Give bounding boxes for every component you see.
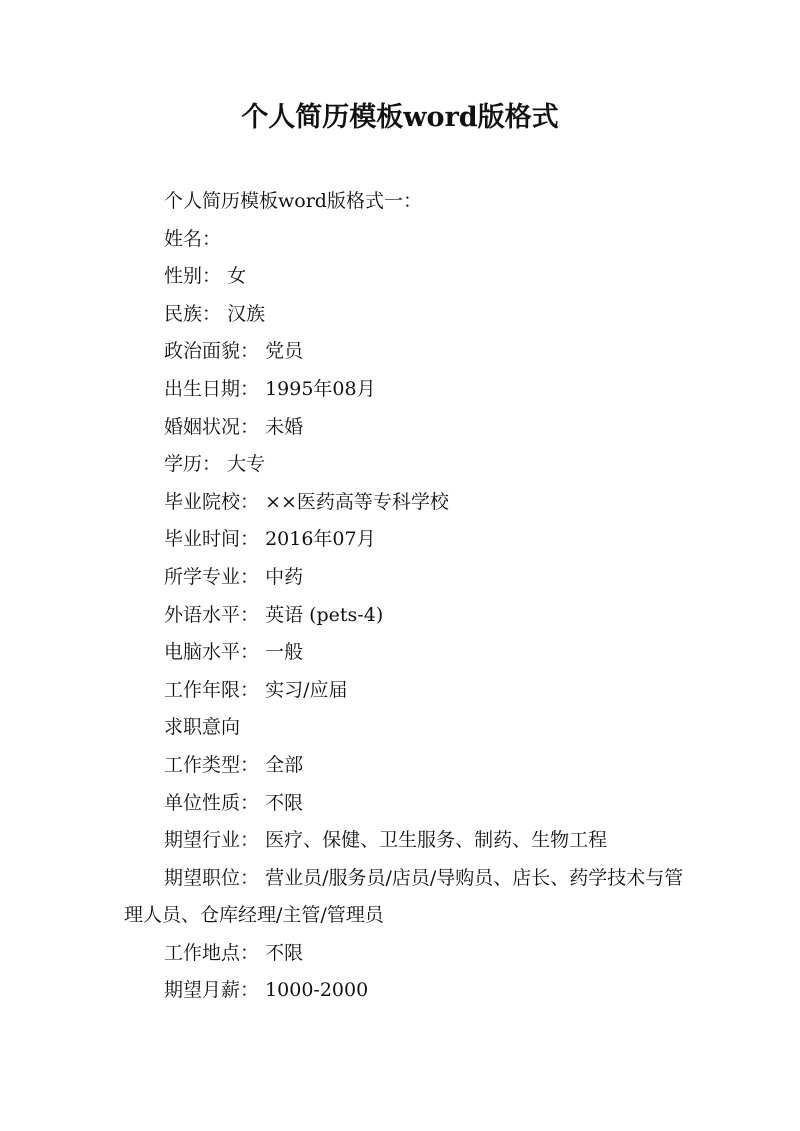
- field-value: 女: [227, 265, 247, 288]
- field-label: 出生日期：: [164, 377, 260, 400]
- field-value: 汉族: [227, 302, 266, 325]
- field-value: 党员: [265, 340, 304, 363]
- field-label: 学历：: [164, 453, 222, 476]
- field-label: 工作地点：: [164, 941, 260, 964]
- field-value: 1995年08月: [265, 377, 376, 400]
- field-value: 营业员/服务员/店员/导购员、店长、药学技术与管理人员、仓库经理/主管/管理员: [124, 866, 684, 927]
- field-value: ××医药高等专科学校: [265, 490, 449, 513]
- field-value: 医疗、保健、卫生服务、制药、生物工程: [265, 829, 608, 852]
- field-label: 毕业时间：: [164, 528, 260, 551]
- field-political-status: [124, 333, 684, 371]
- field-value: 中药: [265, 565, 304, 588]
- field-label: 所学专业：: [164, 565, 260, 588]
- field-education: [124, 446, 684, 484]
- field-label: 电脑水平：: [164, 641, 260, 664]
- field-value: 一般: [265, 641, 304, 664]
- field-label: 毕业院校：: [164, 490, 260, 513]
- field-birth-date: [124, 371, 684, 409]
- field-school: [124, 484, 684, 522]
- field-marital-status: [124, 409, 684, 447]
- field-desired-salary: [124, 972, 684, 1010]
- field-desired-position: [124, 860, 684, 935]
- field-label: 性别：: [164, 265, 222, 288]
- field-label: 婚姻状况：: [164, 415, 260, 438]
- field-value: 1000-2000: [265, 979, 369, 1002]
- field-desired-industry: [124, 822, 684, 860]
- field-value: 2016年07月: [265, 528, 376, 551]
- field-company-type: [124, 785, 684, 823]
- field-graduation-date: [124, 521, 684, 559]
- field-work-location: [124, 935, 684, 973]
- field-label: 政治面貌：: [164, 340, 260, 363]
- field-computer-level: [124, 634, 684, 672]
- field-value: 不限: [265, 941, 304, 964]
- field-language-level: [124, 597, 684, 635]
- field-job-type: [124, 747, 684, 785]
- field-ethnicity: [124, 296, 684, 334]
- intro-line: 个人简历模板word版格式一：: [164, 190, 422, 212]
- section-heading-job-intent: 求职意向: [164, 716, 241, 739]
- field-value: 英语 (pets-4): [265, 603, 384, 626]
- document-body: [124, 183, 684, 1010]
- field-label: 期望职位：: [164, 866, 260, 889]
- field-value: 实习/应届: [265, 678, 348, 701]
- field-value: 未婚: [265, 415, 304, 438]
- field-name: [124, 221, 684, 259]
- field-label: 工作类型：: [164, 753, 260, 776]
- field-value: 大专: [227, 453, 266, 476]
- field-label: 姓名：: [164, 227, 222, 250]
- field-major: [124, 559, 684, 597]
- field-label: 单位性质：: [164, 791, 260, 814]
- field-value: 不限: [265, 791, 304, 814]
- field-value: 全部: [265, 753, 304, 776]
- field-work-years: [124, 672, 684, 710]
- document-title: 个人简历模板word版格式: [241, 102, 559, 133]
- field-label: 工作年限：: [164, 678, 260, 701]
- field-label: 外语水平：: [164, 603, 260, 626]
- field-label: 民族：: [164, 302, 222, 325]
- field-label: 期望行业：: [164, 829, 260, 852]
- field-gender: [124, 258, 684, 296]
- field-label: 期望月薪：: [164, 979, 260, 1002]
